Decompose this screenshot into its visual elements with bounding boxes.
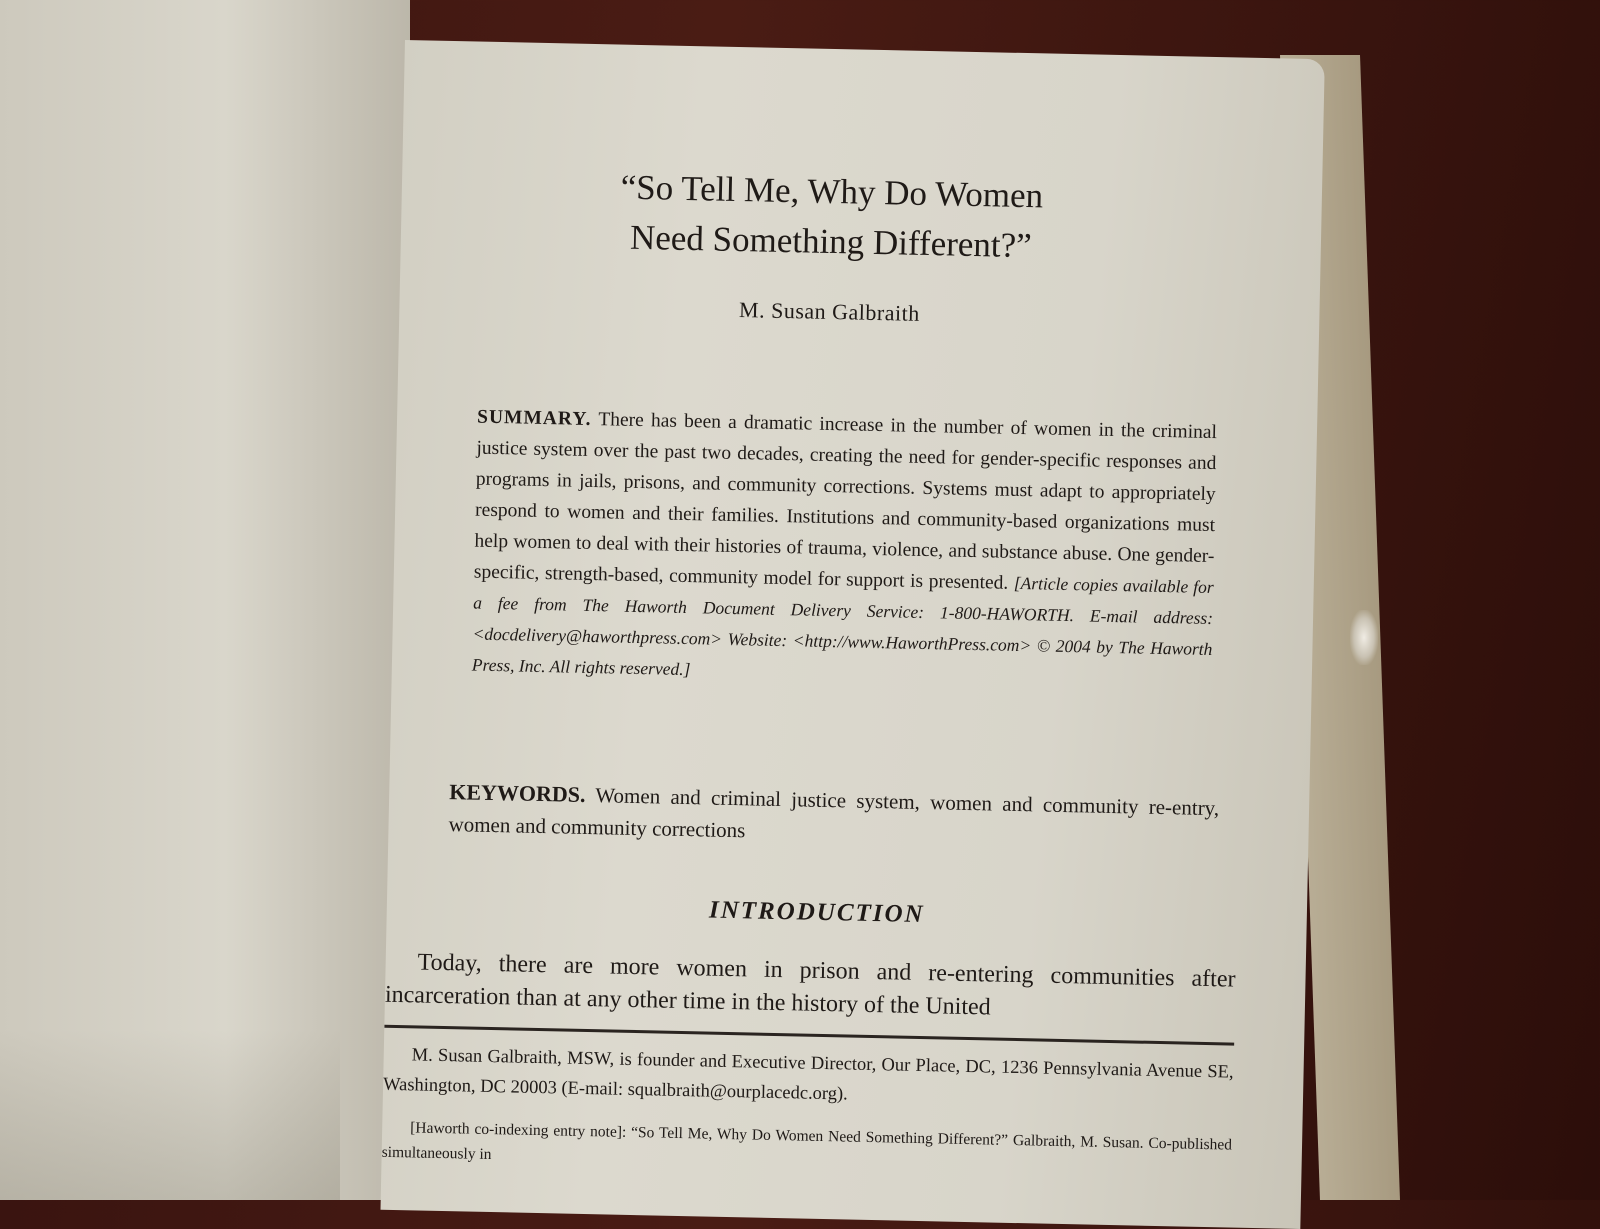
right-page (380, 40, 1324, 1229)
left-page-shadow (0, 1030, 340, 1200)
indexing-entry-note: [Haworth co-indexing entry note]: “So Tell Me, Why Do Women Need Something Different?” Galbraith, M. Susan. Co-published simultaneously in (381, 1119, 1233, 1164)
page-content (381, 40, 1325, 1164)
light-glare (1350, 610, 1378, 665)
keywords-text: Women and criminal justice system, women and community re-entry, women and community corrections (448, 783, 1220, 843)
article-author: M. Susan Galbraith (738, 297, 920, 326)
introduction-text: Today, there are more women in prison and re-entering communities after incarceration than at any other time in the history of the United (384, 949, 1236, 1021)
author-footnote: M. Susan Galbraith, MSW, is founder and Executive Director, Our Place, DC, 1236 Pennsylvania Avenue SE, Washington, DC 20003 (E-mail: squalbraith@ourplacedc.org). (382, 1045, 1234, 1105)
article-title-line1: “So Tell Me, Why Do Women (620, 167, 1044, 216)
keywords-label: KEYWORDS. (449, 779, 586, 807)
summary-text: There has been a dramatic increase in the number of women in the criminal justice system over the past two decades, creating the need for gender-specific responses and programs in jails, prisons, and community corrections. Systems must adapt to appropriately respond to women and their families. Institutions and community-based organizations must help women to deal with their histories of trauma, violence, and substance abuse. One gender-specific, strength-based, community model for support is presented. (473, 409, 1218, 594)
summary-label: SUMMARY. (476, 406, 592, 430)
introduction-heading: INTRODUCTION (708, 896, 925, 929)
summary-paragraph (472, 402, 1218, 696)
article-title-line2: Need Something Different?” (629, 217, 1033, 266)
summary-copyright-note: [Article copies available for a fee from The Haworth Document Delivery Service: 1-800-HAWORTH. E-mail address: <docdelivery@haworthpress.com> Website: <http://www.HaworthPress.com> © 2004 by The Haworth Press, Inc. All rights reserved.] (471, 572, 1214, 680)
left-page (0, 0, 410, 1200)
keywords-paragraph (448, 776, 1219, 856)
